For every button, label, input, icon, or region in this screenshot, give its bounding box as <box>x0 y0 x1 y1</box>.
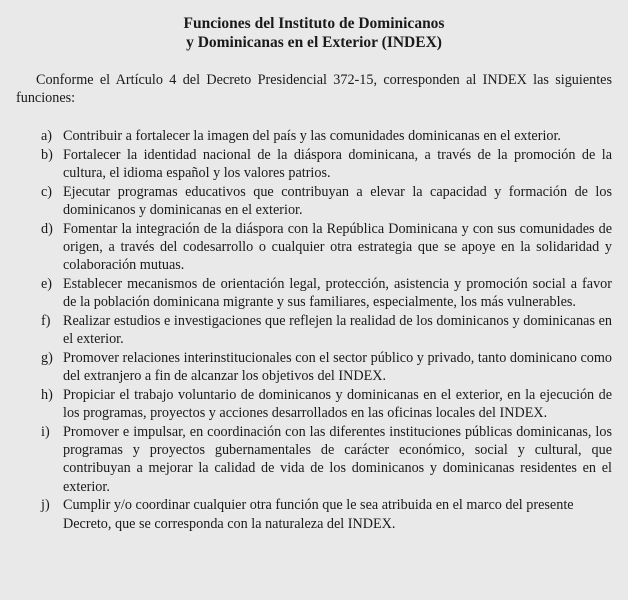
title-line-1: Funciones del Instituto de Dominicanos <box>183 15 445 32</box>
list-item <box>16 312 612 348</box>
intro-paragraph: Conforme el Artículo 4 del Decreto Presidencial 372-15, corresponden al INDEX las siguientes funciones: <box>16 72 612 106</box>
item-letter: h) <box>41 387 53 403</box>
item-text: Ejecutar programas educativos que contribuyan a elevar la capacidad y formación de los dominicanos y dominicanas en el exterior. <box>63 183 612 218</box>
item-letter: g) <box>41 350 53 366</box>
item-text: Establecer mecanismos de orientación legal, protección, asistencia y promoción social a favor de la población dominicana migrante y sus familiares, especialmente, los más vulnerables. <box>63 276 612 311</box>
item-letter: d) <box>41 220 53 237</box>
item-letter: f) <box>41 313 51 329</box>
list-item <box>16 220 612 275</box>
title-line-2: y Dominicanas en el Exterior (INDEX) <box>186 34 442 51</box>
item-letter: j) <box>41 497 50 514</box>
list-item <box>16 349 612 385</box>
item-text: Promover relaciones interinstitucionales con el sector público y privado, tanto dominicano como del extranjero a fin de alcanzar los objetivos del INDEX. <box>63 350 612 385</box>
item-letter: i) <box>41 424 50 440</box>
list-item <box>16 127 612 145</box>
item-text: Fortalecer la identidad nacional de la diáspora dominicana, a través de la promoción de la cultura, el idioma español y los valores patrios. <box>63 146 612 181</box>
item-letter: a) <box>41 128 53 144</box>
item-text: Propiciar el trabajo voluntario de dominicanos y dominicanas en el exterior, en la ejecución de los programas, proyectos y acciones desarrollados en las oficinas locales del INDEX. <box>63 387 612 422</box>
item-letter: b) <box>41 146 53 163</box>
item-text: Promover e impulsar, en coordinación con las diferentes instituciones públicas dominicanas, los programas y proyectos gubernamentales de carácter económico, social y cultural, que contribuyan a mejorar la calidad de vida de los dominicanos y dominicanas residentes en el exterior. <box>63 424 612 495</box>
functions-list <box>16 127 612 533</box>
list-item <box>16 146 612 182</box>
list-item <box>16 423 612 496</box>
list-item <box>16 183 612 219</box>
item-letter: c) <box>41 183 53 200</box>
item-text: Contribuir a fortalecer la imagen del país y las comunidades dominicanas en el exterior. <box>63 128 561 144</box>
list-item <box>16 496 612 532</box>
item-text: Realizar estudios e investigaciones que reflejen la realidad de los dominicanos y dominicanas en el exterior. <box>63 313 612 348</box>
document-title <box>16 14 612 52</box>
list-item <box>16 275 612 311</box>
item-letter: e) <box>41 276 53 292</box>
item-text-continuation: Decreto, que se corresponda con la naturaleza del INDEX. <box>63 515 396 532</box>
list-item <box>16 386 612 422</box>
item-text: Fomentar la integración de la diáspora con la República Dominicana y con sus comunidades de origen, a través del codesarrollo o cualquier otra estrategia que se apoye en la solidaridad y colaboración mutuas. <box>63 220 612 274</box>
item-text: Cumplir y/o coordinar cualquier otra función que le sea atribuida en el marco del presente <box>63 497 574 514</box>
